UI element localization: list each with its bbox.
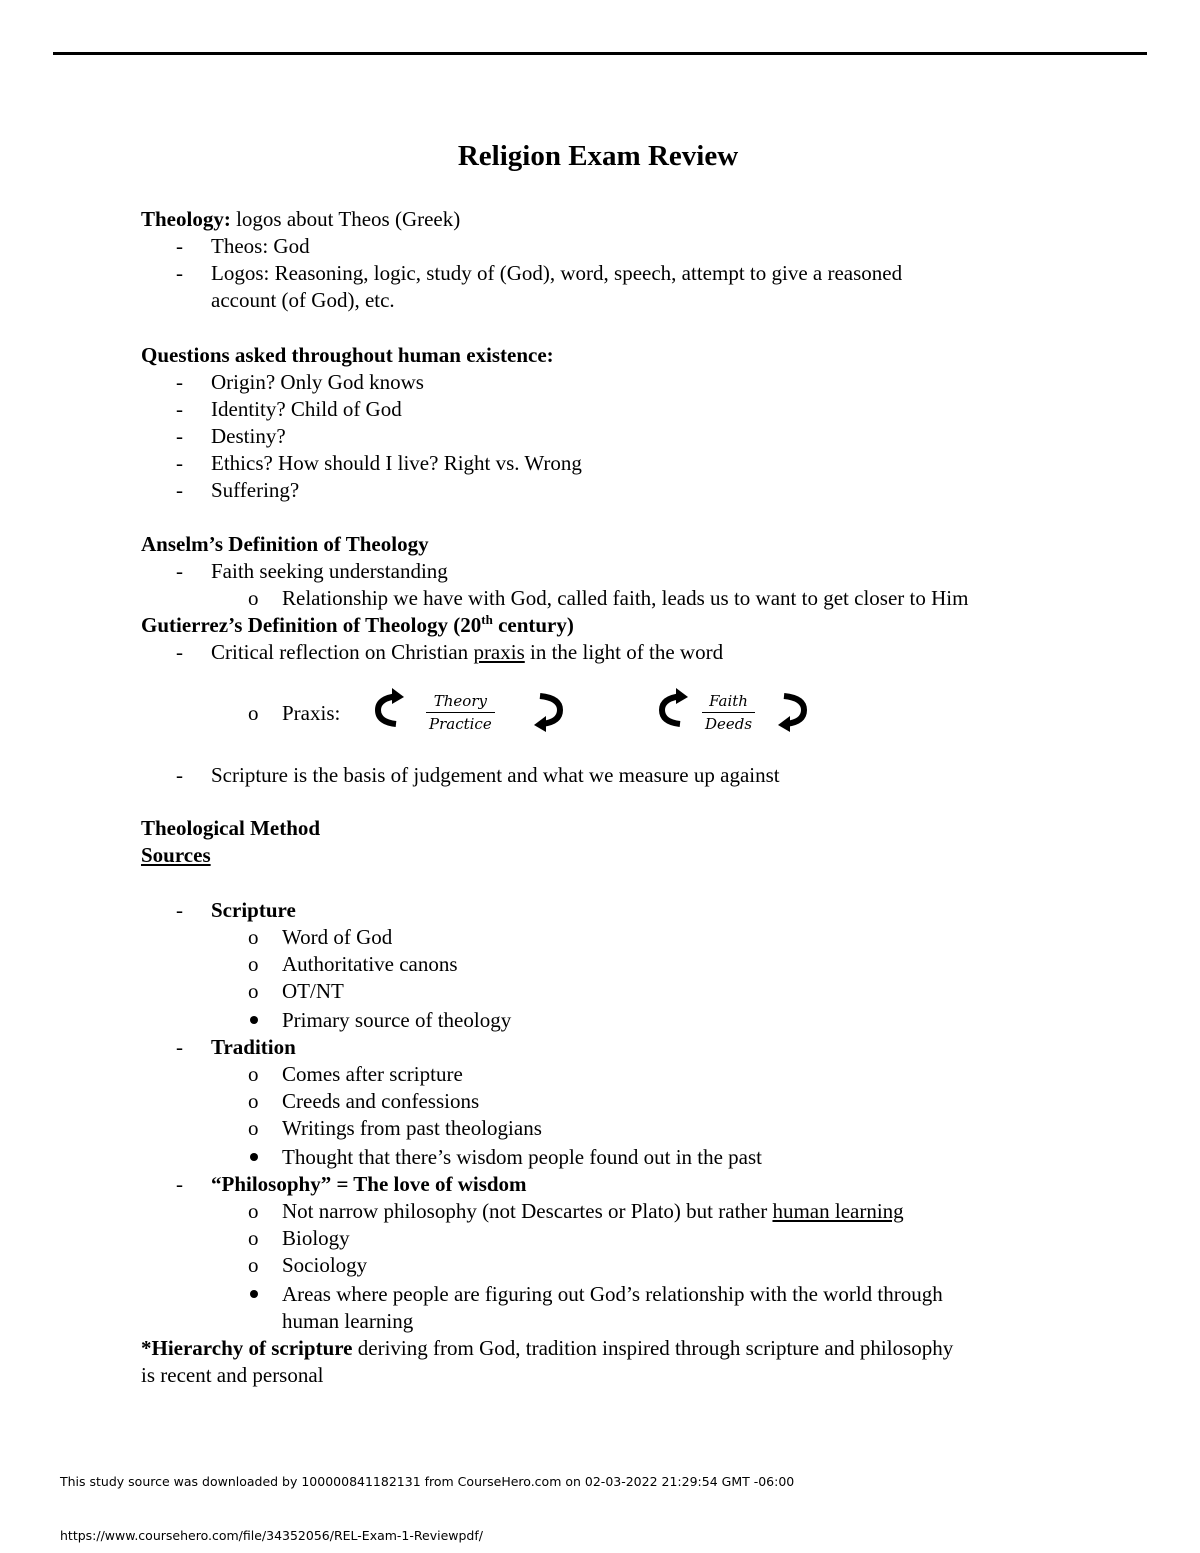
hierarchy-rest: deriving from God, tradition inspired through scripture and philosophy bbox=[352, 1336, 954, 1360]
dash-marker: - bbox=[176, 451, 183, 475]
scripture-label: Scripture bbox=[211, 898, 296, 922]
list-subitem bbox=[282, 1198, 904, 1225]
list-subitem: Authoritative canons bbox=[282, 952, 458, 976]
bullet-icon bbox=[250, 1016, 258, 1024]
human-learning-underlined: human learning bbox=[772, 1199, 904, 1223]
list-item: Theos: God bbox=[211, 234, 310, 258]
list-subitem: OT/NT bbox=[282, 979, 344, 1003]
dash-marker: - bbox=[176, 261, 183, 285]
circle-marker: o bbox=[248, 1199, 259, 1223]
tradition-label: Tradition bbox=[211, 1035, 296, 1059]
circle-marker: o bbox=[248, 1253, 259, 1277]
anselm-heading: Anselm’s Definition of Theology bbox=[141, 532, 429, 556]
circle-marker: o bbox=[248, 979, 259, 1003]
theology-line bbox=[141, 206, 460, 233]
list-subitem: Relationship we have with God, called faith, leads us to want to get closer to Him bbox=[282, 586, 969, 610]
gutierrez-heading-a: Gutierrez’s Definition of Theology (20 bbox=[141, 613, 482, 637]
list-item: Identity? Child of God bbox=[211, 397, 402, 421]
dash-marker: - bbox=[176, 1172, 183, 1196]
hierarchy-line-2: is recent and personal bbox=[141, 1363, 324, 1387]
source-url[interactable]: https://www.coursehero.com/file/34352056/REL-Exam-1-Reviewpdf/ bbox=[60, 1528, 483, 1543]
dash-marker: - bbox=[176, 370, 183, 394]
circle-marker: o bbox=[248, 586, 259, 610]
dash-marker: - bbox=[176, 898, 183, 922]
list-item: Faith seeking understanding bbox=[211, 559, 448, 583]
dash-marker: - bbox=[176, 1035, 183, 1059]
list-item bbox=[211, 639, 723, 666]
circle-marker: o bbox=[248, 1226, 259, 1250]
praxis-underlined: praxis bbox=[473, 640, 525, 664]
list-subitem: Sociology bbox=[282, 1253, 368, 1277]
curved-arrow-right-icon bbox=[532, 688, 566, 732]
list-subitem: Comes after scripture bbox=[282, 1062, 463, 1086]
top-rule bbox=[53, 52, 1147, 55]
list-item: Scripture is the basis of judgement and what we measure up against bbox=[211, 763, 780, 787]
hierarchy-bold: *Hierarchy of scripture bbox=[141, 1336, 353, 1360]
list-item: Origin? Only God knows bbox=[211, 370, 424, 394]
praxis-line-a: Critical reflection on Christian bbox=[211, 640, 474, 664]
gutierrez-heading-b: century) bbox=[492, 613, 574, 637]
bullet-icon bbox=[250, 1290, 258, 1298]
list-subitem: Writings from past theologians bbox=[282, 1116, 542, 1140]
list-item: Destiny? bbox=[211, 424, 286, 448]
list-subitem: Word of God bbox=[282, 925, 393, 949]
list-subitem: Areas where people are figuring out God’s relationship with the world through bbox=[282, 1282, 943, 1306]
list-subitem: Primary source of theology bbox=[282, 1008, 512, 1032]
circle-marker: o bbox=[248, 952, 259, 976]
dash-marker: - bbox=[176, 559, 183, 583]
sources-subheading: Sources bbox=[141, 843, 211, 867]
list-subitem: human learning bbox=[282, 1309, 414, 1333]
theory-practice-fraction bbox=[426, 690, 495, 735]
curved-arrow-left-icon bbox=[656, 688, 690, 732]
dash-marker: - bbox=[176, 234, 183, 258]
dash-marker: - bbox=[176, 424, 183, 448]
praxis-label: Praxis: bbox=[282, 701, 341, 725]
list-item: Logos: Reasoning, logic, study of (God), word, speech, attempt to give a reasoned bbox=[211, 261, 903, 285]
list-item: account (of God), etc. bbox=[211, 288, 395, 312]
bullet-icon bbox=[250, 1153, 258, 1161]
faith-deeds-fraction bbox=[702, 690, 755, 735]
circle-marker: o bbox=[248, 925, 259, 949]
fraction-denominator: Deeds bbox=[702, 712, 755, 735]
list-subitem: Biology bbox=[282, 1226, 350, 1250]
list-item: Suffering? bbox=[211, 478, 300, 502]
list-subitem: Creeds and confessions bbox=[282, 1089, 480, 1113]
philosophy-sub-a: Not narrow philosophy (not Descartes or Plato) but rather bbox=[282, 1199, 773, 1223]
dash-marker: - bbox=[176, 397, 183, 421]
fraction-denominator: Practice bbox=[426, 712, 495, 735]
download-notice: This study source was downloaded by 100000841182131 from CourseHero.com on 02-03-2022 21:29:54 GMT -06:00 bbox=[60, 1474, 795, 1489]
questions-heading: Questions asked throughout human existence: bbox=[141, 343, 554, 367]
fraction-numerator: Theory bbox=[433, 692, 487, 710]
list-item: Ethics? How should I live? Right vs. Wrong bbox=[211, 451, 582, 475]
curved-arrow-left-icon bbox=[372, 688, 406, 732]
method-heading: Theological Method bbox=[141, 816, 321, 840]
praxis-line-b: in the light of the word bbox=[524, 640, 724, 664]
page-title: Religion Exam Review bbox=[457, 140, 739, 172]
list-subitem: Thought that there’s wisdom people found out in the past bbox=[282, 1145, 763, 1169]
theology-heading: Theology: bbox=[141, 207, 231, 231]
fraction-numerator: Faith bbox=[709, 692, 748, 710]
dash-marker: - bbox=[176, 478, 183, 502]
hierarchy-line bbox=[141, 1335, 953, 1362]
curved-arrow-right-icon bbox=[776, 688, 810, 732]
philosophy-label: “Philosophy” = The love of wisdom bbox=[211, 1172, 527, 1196]
gutierrez-heading-sup: th bbox=[481, 612, 493, 627]
gutierrez-heading bbox=[141, 612, 574, 639]
theology-intro: logos about Theos (Greek) bbox=[230, 207, 461, 231]
circle-marker: o bbox=[248, 1089, 259, 1113]
dash-marker: - bbox=[176, 763, 183, 787]
circle-marker: o bbox=[248, 701, 259, 725]
circle-marker: o bbox=[248, 1116, 259, 1140]
dash-marker: - bbox=[176, 640, 183, 664]
circle-marker: o bbox=[248, 1062, 259, 1086]
